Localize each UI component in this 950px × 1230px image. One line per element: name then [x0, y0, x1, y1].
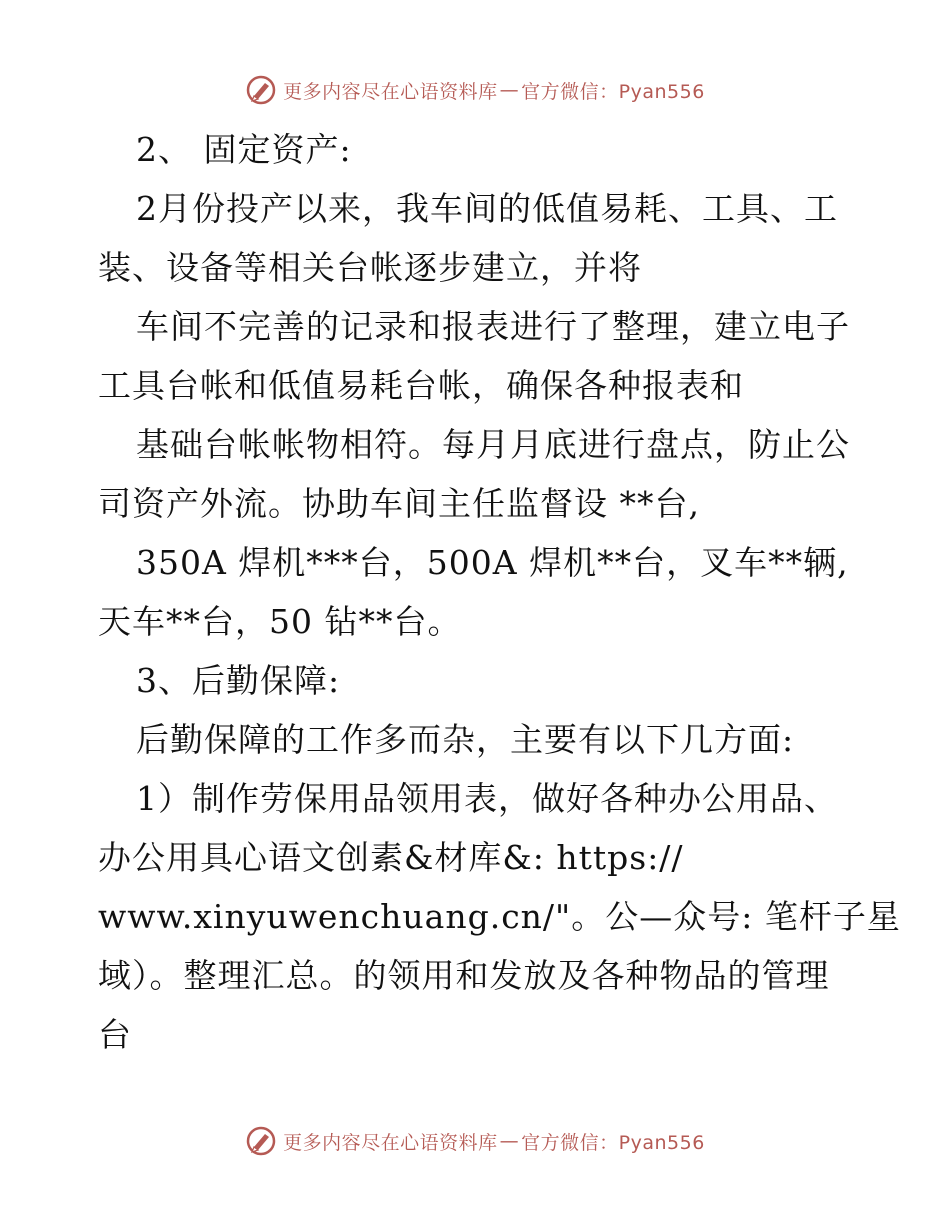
section-heading-fixed-assets: 2、 固定资产: [136, 130, 352, 169]
paragraph-line: 域）。整理汇总。的领用和发放及各种物品的管理 [98, 956, 830, 995]
footer-watermark [0, 1125, 950, 1157]
pen-logo-icon [245, 74, 277, 106]
paragraph-line: www.xinyuwenchuang.cn/"。公—众号: 笔杆子星 [98, 897, 901, 936]
paragraph-line: 台 [98, 1015, 132, 1054]
paragraph-line: 装、设备等相关台帐逐步建立，并将 [98, 248, 642, 287]
section-heading-logistics: 3、后勤保障: [136, 661, 341, 700]
paragraph-line: 后勤保障的工作多而杂，主要有以下几方面: [136, 720, 795, 759]
paragraph-line: 司资产外流。协助车间主任监督设 **台, [98, 484, 700, 523]
list-item-line: 1）制作劳保用品领用表，做好各种办公用品、 [136, 779, 838, 818]
watermark-brand-text: 更多内容尽在心语资料库 [283, 80, 498, 103]
watermark-wechat-text: 官方微信：Pyan556 [521, 80, 705, 103]
paragraph-line: 车间不完善的记录和报表进行了整理，建立电子 [136, 307, 850, 346]
watermark-wechat-text: 官方微信：Pyan556 [521, 1131, 705, 1154]
document-body [98, 120, 901, 1064]
watermark-separator: — [499, 79, 520, 101]
watermark-separator: — [499, 1130, 520, 1152]
paragraph-line: 350A 焊机***台，500A 焊机**台，叉车**辆, [136, 543, 849, 582]
watermark-brand-text: 更多内容尽在心语资料库 [283, 1131, 498, 1154]
paragraph-line: 2月份投产以来，我车间的低值易耗、工具、工 [136, 189, 838, 228]
header-watermark [0, 74, 950, 106]
paragraph-line: 基础台帐帐物相符。每月月底进行盘点，防止公 [136, 425, 850, 464]
paragraph-line: 工具台帐和低值易耗台帐，确保各种报表和 [98, 366, 744, 405]
paragraph-line: 办公用具心语文创素&材库&: https:// [98, 838, 684, 877]
pen-logo-icon [245, 1125, 277, 1157]
paragraph-line: 天车**台，50 钻**台。 [98, 602, 462, 641]
